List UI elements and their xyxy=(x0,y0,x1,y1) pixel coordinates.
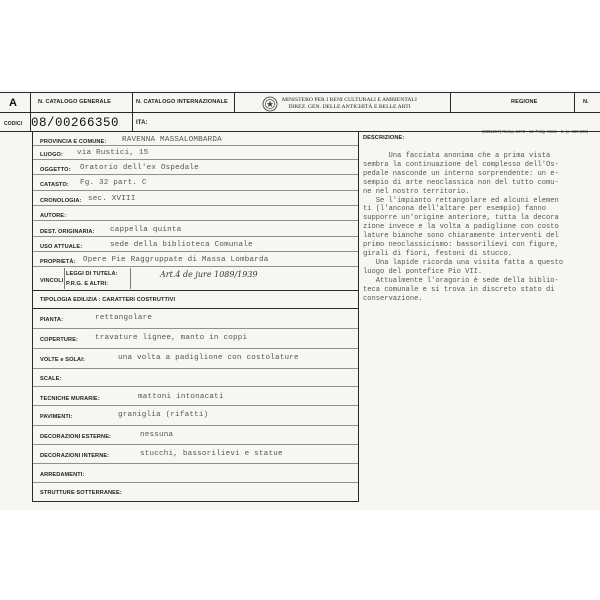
oggetto-value: Oratorio dell'ex Ospedale xyxy=(80,164,199,172)
rule xyxy=(32,159,359,160)
volte-label: VOLTE e SOLAI: xyxy=(40,357,85,363)
numero-label: N. xyxy=(583,99,589,105)
tecniche-label: TECNICHE MURARIE: xyxy=(40,396,100,402)
descrizione-line: girali di fiori, festoni di stucco. xyxy=(363,249,512,258)
rule xyxy=(32,501,359,502)
decorazioni-esterne-value: nessuna xyxy=(140,431,174,439)
prg-label: P.R.G. E ALTRI: xyxy=(66,281,109,287)
dest-originaria-value: cappella quinta xyxy=(110,226,182,234)
coperture-value: travature lignee, manto in coppi xyxy=(95,334,248,342)
rule xyxy=(64,268,65,289)
rule xyxy=(32,220,359,221)
dest-originaria-label: DEST. ORIGINARIA: xyxy=(40,229,95,235)
rule xyxy=(32,236,359,237)
strutture-label: STRUTTURE SOTTERRANEE: xyxy=(40,490,122,496)
catalogo-internazionale-label: N. CATALOGO INTERNAZIONALE xyxy=(136,99,228,105)
rule xyxy=(32,425,359,426)
tipologia-label: TIPOLOGIA EDILIZIA : CARATTERI COSTRUTTIVI xyxy=(40,297,176,303)
rule xyxy=(32,386,359,387)
pianta-value: rettangolare xyxy=(95,314,153,322)
catalogo-generale-label: N. CATALOGO GENERALE xyxy=(38,99,111,105)
regione-label: REGIONE xyxy=(511,99,538,105)
rule xyxy=(32,145,359,146)
coperture-label: COPERTURE: xyxy=(40,337,78,343)
autore-label: AUTORE: xyxy=(40,213,67,219)
ita-label: ITA: xyxy=(136,120,148,126)
rule xyxy=(32,205,359,206)
rule xyxy=(32,266,359,267)
rule xyxy=(32,482,359,483)
codici-label: CODICI xyxy=(4,121,23,127)
rule xyxy=(32,463,359,464)
decorazioni-interne-value: stucchi, bassorilievi e statue xyxy=(140,450,283,458)
ministry-line-1: MINISTERO PER I BENI CULTURALI E AMBIENTALI xyxy=(282,97,417,103)
pavimenti-label: PAVIMENTI: xyxy=(40,414,73,420)
luogo-label: LUOGO: xyxy=(40,152,63,158)
descrizione-line: ne nel nostro territorio. xyxy=(363,187,470,196)
catalogo-generale-value: 08/00266350 xyxy=(31,116,120,130)
rule xyxy=(32,174,359,175)
pavimenti-value: graniglia (rifatti) xyxy=(118,411,209,419)
proprieta-value: Opere Pie Raggruppate di Massa Lombarda xyxy=(83,256,269,264)
provincia-value: RAVENNA MASSALOMBARDA xyxy=(122,136,222,144)
uso-attuale-value: sede della biblioteca Comunale xyxy=(110,241,253,249)
rule xyxy=(130,268,131,289)
rule xyxy=(32,308,359,309)
descrizione-line: teca comunale e si trova in discreto stato di xyxy=(363,285,555,294)
ministry-line-2: DIREZ. GEN. DELLE ANTICHITÀ E BELLE ARTI xyxy=(288,103,411,110)
catasto-label: CATASTO: xyxy=(40,182,69,188)
rule xyxy=(32,251,359,252)
rule xyxy=(32,131,33,502)
rule xyxy=(450,92,451,112)
catasto-value: Fg. 32 part. C xyxy=(80,179,147,187)
rule xyxy=(32,290,359,291)
rule xyxy=(32,348,359,349)
descrizione-line: supporre un'origine anteriore, tutta la decora xyxy=(363,214,559,223)
rule xyxy=(32,405,359,406)
descrizione-line: zione invece e la volta a padiglione con costo xyxy=(363,223,559,232)
arredamenti-label: ARREDAMENTI: xyxy=(40,472,85,478)
provincia-label: PROVINCIA E COMUNE: xyxy=(40,139,107,145)
rule xyxy=(358,131,359,502)
vincoli-handwritten: Art.4 de jure 1089/1939 xyxy=(160,270,258,279)
uso-attuale-label: USO ATTUALE: xyxy=(40,244,83,250)
rule xyxy=(30,92,31,132)
descrizione-line: primo neoclassicismo: bassorilievi con figure, xyxy=(363,241,559,250)
luogo-value: via Rustici, 15 xyxy=(77,149,149,157)
rule xyxy=(574,92,575,112)
tecniche-value: mattoni intonacati xyxy=(138,393,224,401)
descrizione-label: DESCRIZIONE: xyxy=(363,135,405,141)
descrizione-line: Attualmente l'oragorio è sede della biblio- xyxy=(363,276,559,285)
proprieta-label: PROPRIETÀ: xyxy=(40,259,76,265)
rule xyxy=(32,368,359,369)
rule xyxy=(0,131,600,132)
descrizione-line: sempio di arte neoclassica non del tutto comu- xyxy=(363,178,559,187)
scale-label: SCALE: xyxy=(40,376,62,382)
descrizione-line: ti (l'ancona dell'altare per esempio) fanno xyxy=(363,205,547,214)
cronologia-label: CRONOLOGIA: xyxy=(40,198,82,204)
decorazioni-interne-label: DECORAZIONI INTERNE: xyxy=(40,453,110,459)
rule xyxy=(234,92,235,112)
descrizione-line: Se l'impianto rettangolare ed alcuni elemen xyxy=(363,196,559,205)
pianta-label: PIANTA: xyxy=(40,317,63,323)
descrizione-line: sembra la continuazione del complesso dell'Os- xyxy=(363,160,559,169)
rule xyxy=(132,92,133,132)
cronologia-value: sec. XVIII xyxy=(88,195,136,203)
leggi-tutela-label: LEGGI DI TUTELA: xyxy=(66,271,118,277)
card-letter: A xyxy=(9,97,17,109)
ministry-title xyxy=(282,97,417,111)
vincoli-label: VINCOLI xyxy=(40,278,64,284)
rule xyxy=(32,190,359,191)
descrizione-text xyxy=(363,152,563,303)
oggetto-label: OGGETTO: xyxy=(40,167,71,173)
rule xyxy=(0,112,600,113)
descrizione-line: conservazione. xyxy=(363,294,423,303)
descrizione-line: Una facciata anonima che a prima vista xyxy=(363,152,551,160)
volte-value: una volta a padiglione con costolature xyxy=(118,354,299,362)
descrizione-line: luogo del pontefice Pio VII. xyxy=(363,267,483,276)
descrizione-line: Una lapide ricorda una visita fatta a questo xyxy=(363,258,564,267)
decorazioni-esterne-label: DECORAZIONI ESTERNE: xyxy=(40,434,111,440)
republic-emblem-icon xyxy=(262,96,278,112)
rule xyxy=(0,92,600,93)
descrizione-line: pedale nasconde un interno sorprendente: un e- xyxy=(363,169,559,178)
rule xyxy=(32,444,359,445)
rule xyxy=(32,328,359,329)
descrizione-line: lature bianche sono chiaramente interventi del xyxy=(363,232,559,241)
